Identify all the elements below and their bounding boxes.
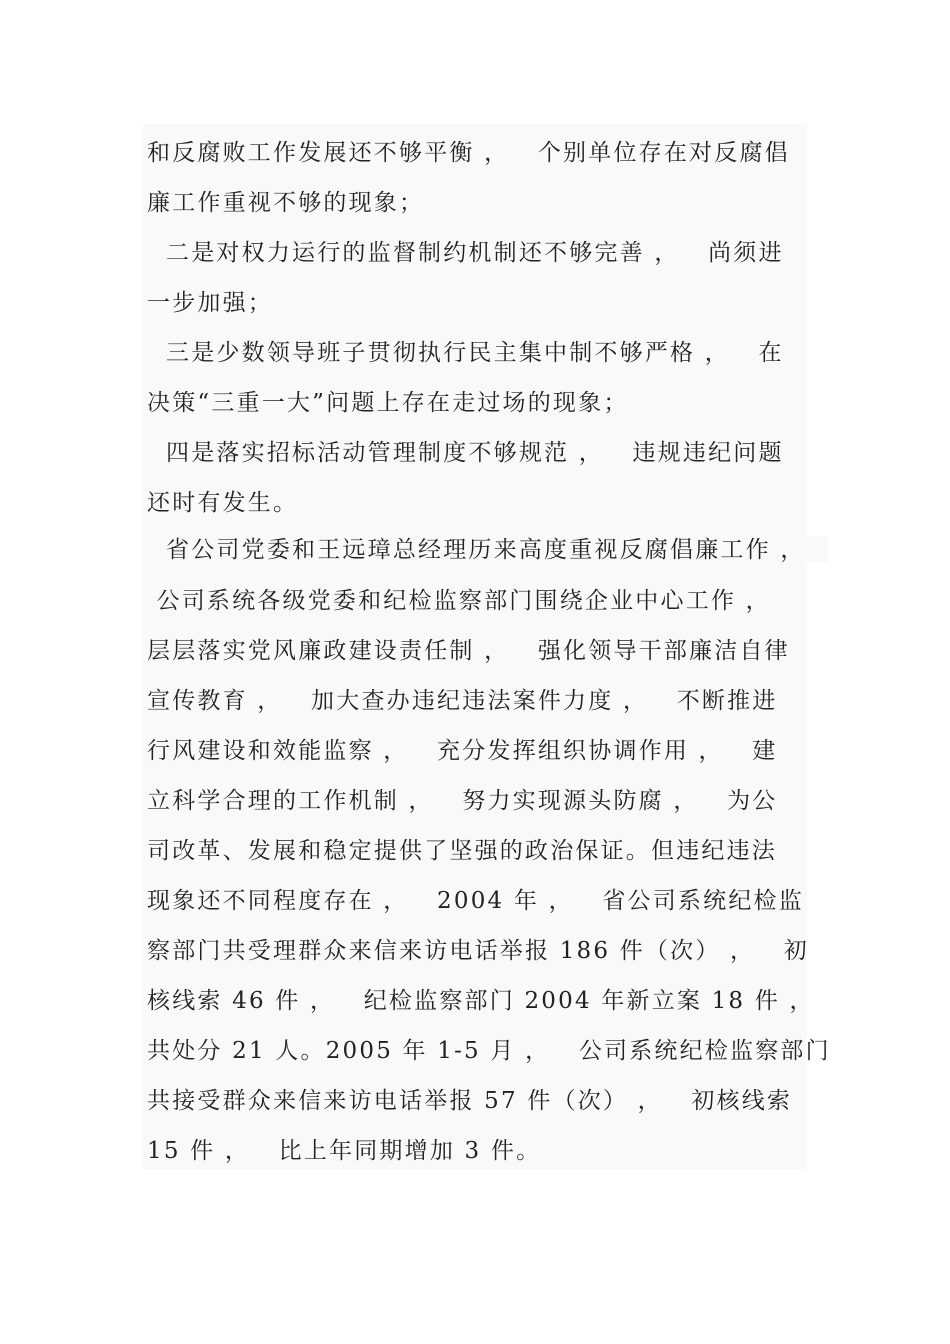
text-line: 还时有发生。 xyxy=(147,490,299,516)
text-line: 15 件 ， 比上年同期增加 3 件。 xyxy=(147,1138,542,1164)
text-line: 层层落实党风廉政建设责任制 ， 强化领导干部廉洁自律 xyxy=(147,638,790,664)
text-line: 宣传教育 ， 加大查办违纪违法案件力度 ， 不断推进 xyxy=(147,688,778,714)
text-line: 司改革、发展和稳定提供了坚强的政治保证。但违纪违法 xyxy=(147,838,777,864)
text-line: 一步加强； xyxy=(147,290,273,316)
text-line: 廉工作重视不够的现象； xyxy=(147,190,425,216)
text-line: 行风建设和效能监察 ， 充分发挥组织协调作用 ， 建 xyxy=(147,738,778,764)
text-line: 决策“三重一大”问题上存在走过场的现象； xyxy=(147,390,629,416)
text-line: 二是对权力运行的监督制约机制还不够完善 ， 尚须进 xyxy=(147,240,784,266)
text-line: 和反腐败工作发展还不够平衡 ， 个别单位存在对反腐倡 xyxy=(147,140,790,166)
text-line: 公司系统各级党委和纪检监察部门围绕企业中心工作 ， xyxy=(147,588,771,614)
text-line: 四是落实招标活动管理制度不够规范 ， 违规违纪问题 xyxy=(147,440,784,466)
text-line: 共处分 21 人。2005 年 1-5 月 ， 公司系统纪检监察部门 xyxy=(147,1038,831,1064)
text-line: 核线索 46 件 ， 纪检监察部门 2004 年新立案 18 件 ， xyxy=(147,988,815,1014)
text-line: 省公司党委和王远璋总经理历来高度重视反腐倡廉工作 ， xyxy=(147,537,806,563)
text-line: 立科学合理的工作机制 ， 努力实现源头防腐 ， 为公 xyxy=(147,788,778,814)
text-line: 三是少数领导班子贯彻执行民主集中制不够严格 ， 在 xyxy=(147,340,784,366)
text-line: 现象还不同程度存在 ， 2004 年 ， 省公司系统纪检监 xyxy=(147,888,804,914)
text-line: 察部门共受理群众来信来访电话举报 186 件（次） ， 初 xyxy=(147,938,809,964)
text-line: 共接受群众来信来访电话举报 57 件（次） ， 初核线索 xyxy=(147,1088,793,1114)
